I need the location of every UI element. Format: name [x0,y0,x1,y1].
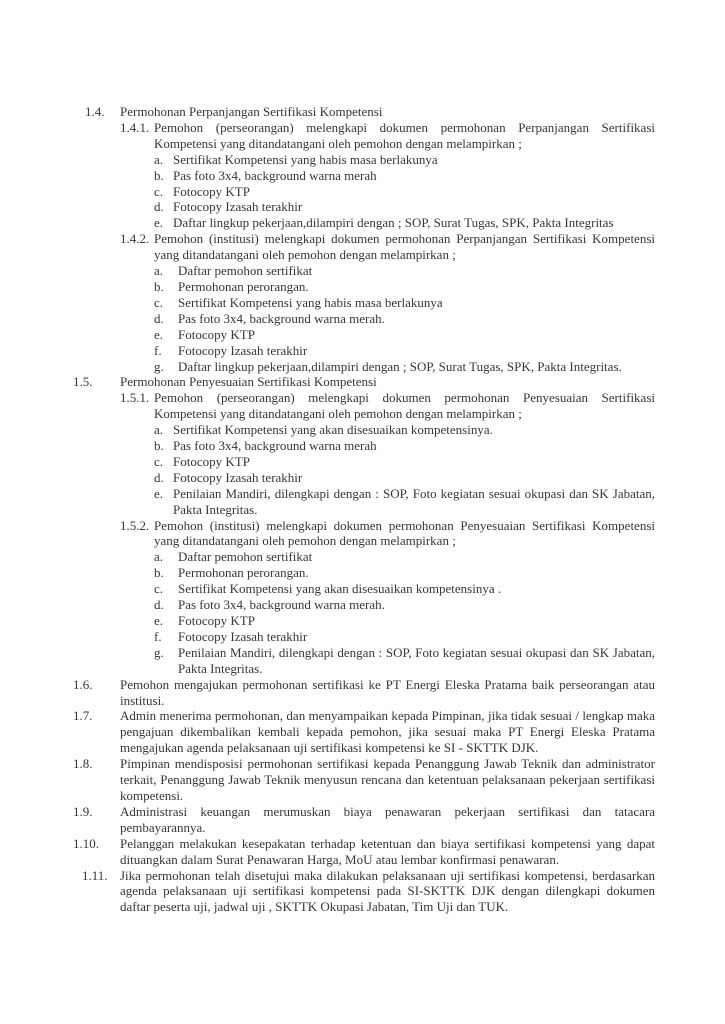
item-body [120,756,655,804]
letter-label: a. [154,263,164,279]
letter-label: d. [154,199,164,215]
letter-item [154,311,655,327]
letter-item [154,549,655,565]
letter-text: Permohonan perorangan. [178,278,309,294]
letter-text: Fotocopy Izasah terakhir [173,199,303,215]
sub-item [120,120,655,231]
letter-text: Pas foto 3x4, background warna merah [173,438,377,454]
letter-item [154,184,655,200]
letter-item [154,629,655,645]
letter-label: d. [154,597,164,613]
item-number: 1.6. [73,676,93,692]
list-item [73,756,655,804]
letter-text: Fotocopy Izasah terakhir [173,469,303,485]
letter-label: f. [154,342,162,358]
letter-label: g. [154,358,164,374]
letter-label: e. [154,326,164,342]
item-body [120,804,655,836]
letter-item [154,279,655,295]
letter-item [154,359,655,375]
item-number: 1.5. [73,374,93,390]
sub-item [120,231,655,374]
item-text: Administrasi keuangan merumuskan biaya penawaran pekerjaan sertifikasi dan tatacara pembayarannya. [120,803,655,835]
item-body [120,708,655,756]
letter-item [154,327,655,343]
item-body [120,836,655,868]
letter-label: g. [154,644,164,660]
list-item [73,677,655,709]
list-item [73,374,655,676]
letter-label: c. [154,581,164,597]
item-body [120,374,655,676]
sub-item [120,518,655,677]
letter-text: Daftar pemohon sertifikat [178,549,313,565]
letter-text: Penilaian Mandiri, dilengkapi dengan : SOP, Foto kegiatan sesuai okupasi dan SK Jabatan, Pakta Integritas. [173,485,655,517]
letter-label: e. [154,215,164,231]
letter-label: b. [154,167,164,183]
numbered-list [73,104,655,915]
sub-item-body [154,518,655,677]
sub-item [120,390,655,517]
letter-item [154,581,655,597]
letter-text: Fotocopy KTP [173,453,250,469]
list-item [73,104,655,374]
letter-label: b. [154,565,164,581]
letter-text: Permohonan perorangan. [178,565,309,581]
letter-label: c. [154,183,164,199]
letter-item [154,438,655,454]
letter-item [154,597,655,613]
item-number: 1.8. [73,756,93,772]
letter-item [154,422,655,438]
letter-item [154,215,655,231]
sub-item-number: 1.5.1. [120,390,150,406]
item-number: 1.11. [82,867,108,883]
letter-text: Pas foto 3x4, background warna merah. [178,310,385,326]
letter-text: Fotocopy KTP [173,183,250,199]
sub-item-number: 1.4.2. [120,231,150,247]
letter-item [154,263,655,279]
letter-text: Penilaian Mandiri, dilengkapi dengan : SOP, Foto kegiatan sesuai okupasi dan SK Jabatan, Pakta Integritas. [178,644,655,676]
letter-label: c. [154,453,164,469]
letter-text: Fotocopy Izasah terakhir [178,342,308,358]
letter-item [154,295,655,311]
letter-label: e. [154,485,164,501]
letter-label: b. [154,278,164,294]
item-text: Permohonan Perpanjangan Sertifikasi Kompetensi [120,104,383,119]
letter-item [154,470,655,486]
letter-text: Sertifikat Kompetensi yang habis masa berlakunya [178,294,443,310]
letter-item [154,343,655,359]
sub-item-text: Pemohon (institusi) melengkapi dokumen permohonan Penyesuaian Sertifikasi Kompetensi yang ditandatangani oleh pemohon dengan melampirkan ; [154,517,655,549]
item-body [120,677,655,709]
letter-text: Pas foto 3x4, background warna merah. [178,597,385,613]
letter-label: d. [154,469,164,485]
letter-label: d. [154,310,164,326]
letter-label: a. [154,422,164,438]
letter-item [154,565,655,581]
sub-item-body [154,231,655,374]
item-body [120,104,655,374]
letter-text: Daftar pemohon sertifikat [178,263,313,279]
letter-text: Sertifikat Kompetensi yang habis masa berlakunya [173,151,438,167]
sub-item-text: Pemohon (perseorangan) melengkapi dokumen permohonan Penyesuaian Sertifikasi Kompetensi yang ditandatangani oleh pemohon dengan melampirkan ; [154,390,655,422]
item-text: Permohonan Penyesuaian Sertifikasi Kompetensi [120,374,377,390]
item-text: Jika permohonan telah disetujui maka dilakukan pelaksanaan uji sertifikasi kompetensi, berdasarkan agenda pelaksanaan uji sertifikasi kompetensi pada SI-SKTTK DJK dengan dilengkapi dokumen daftar peserta uji, jadwal uji , SKTTK Okupasi Jabatan, Tim Uji dan TUK. [120,867,655,915]
letter-item [154,645,655,677]
sub-item-number: 1.5.2. [120,517,150,533]
letter-item [154,152,655,168]
item-number: 1.7. [73,708,93,724]
letter-label: a. [154,549,164,565]
letter-text: Fotocopy Izasah terakhir [178,628,308,644]
item-text: Pemohon mengajukan permohonan sertifikasi ke PT Energi Eleska Pratama baik perseorangan atau institusi. [120,676,655,708]
sub-item-body [154,390,655,517]
letter-label: a. [154,151,164,167]
list-item [73,868,655,916]
list-item [73,804,655,836]
list-item [73,708,655,756]
letter-text: Fotocopy KTP [178,326,255,342]
item-body [120,868,655,916]
letter-text: Pas foto 3x4, background warna merah [173,167,377,183]
letter-text: Fotocopy KTP [178,613,255,628]
letter-item [154,454,655,470]
letter-text: Sertifikat Kompetensi yang akan disesuaikan kompetensinya . [178,581,502,597]
item-text: Admin menerima permohonan, dan menyampaikan kepada Pimpinan, jika tidak sesuai / lengkap maka pengajuan dikembalikan kembali kepada pemohon, jika sesuai maka PT Energi Eleska Pratama mengajukan agenda pelaksanaan uji sertifikasi kompetensi ke SI - SKTTK DJK. [120,708,655,756]
letter-label: c. [154,294,164,310]
letter-label: b. [154,438,164,454]
letter-text: Sertifikat Kompetensi yang akan disesuaikan kompetensinya. [173,422,493,438]
letter-text: Daftar lingkup pekerjaan,dilampiri dengan ; SOP, Surat Tugas, SPK, Pakta Integritas. [178,358,622,374]
letter-label: e. [154,613,164,628]
letter-item [154,168,655,184]
sub-item-number: 1.4.1. [120,119,150,135]
letter-label: f. [154,628,162,644]
sub-item-body [154,120,655,231]
letter-text: Daftar lingkup pekerjaan,dilampiri dengan ; SOP, Surat Tugas, SPK, Pakta Integritas [173,215,614,231]
item-number: 1.10. [73,835,99,851]
letter-item [154,199,655,215]
list-item [73,836,655,868]
letter-item [154,486,655,518]
item-number: 1.9. [73,803,93,819]
item-number: 1.4. [85,104,105,119]
sub-item-text: Pemohon (perseorangan) melengkapi dokumen permohonan Perpanjangan Sertifikasi Kompetensi yang ditandatangani oleh pemohon dengan melampirkan ; [154,119,655,151]
item-text: Pimpinan mendisposisi permohonan sertifikasi kepada Penanggung Jawab Teknik dan administrator terkait, Penanggung Jawab Teknik menyusun rencana dan ketentuan pelaksanaan pekerjaan sertifikasi kompetensi. [120,756,655,803]
item-text: Pelanggan melakukan kesepakatan terhadap ketentuan dan biaya sertifikasi kompetensi yang dapat dituangkan dalam Surat Penawaran Harga, MoU atau lembar konfirmasi penawaran. [120,835,655,867]
letter-item [154,613,655,629]
sub-item-text: Pemohon (institusi) melengkapi dokumen permohonan Perpanjangan Sertifikasi Kompetensi yang ditandatangani oleh pemohon dengan melampirkan ; [154,231,655,263]
